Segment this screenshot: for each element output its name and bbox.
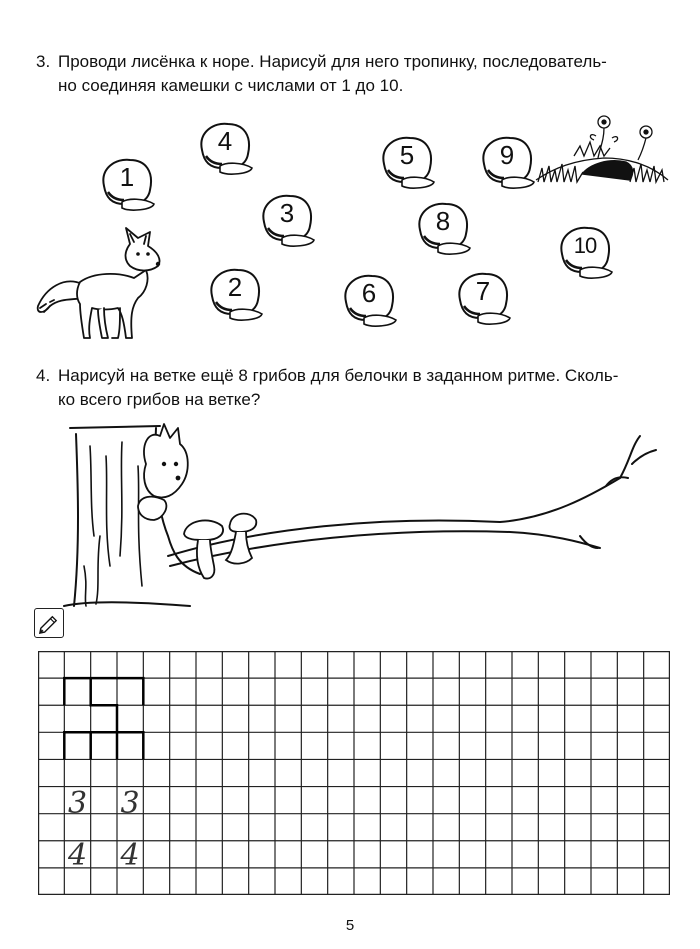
stone-number: 6: [361, 278, 377, 308]
stone-number: 4: [217, 126, 233, 156]
task-4-line-1: Нарисуй на ветке ещё 8 грибов для белочки в заданном ритме. Сколь-: [58, 366, 619, 385]
grid-sample-mushroom: [64, 732, 143, 759]
burrow-icon: [534, 108, 670, 193]
squirrel-icon: [138, 424, 188, 520]
grid-sample-digit-3: 3: [67, 786, 88, 821]
stone-5[interactable]: [378, 134, 436, 190]
task-4-number: 4.: [36, 366, 51, 385]
grid-sample-digit-4: 4: [67, 838, 88, 873]
task-3: [36, 50, 607, 98]
grid-sample-digit-4: 4: [120, 838, 140, 873]
stone-number: 5: [399, 140, 415, 170]
pencil-icon-box: [34, 608, 64, 638]
task-4-line-2: ко всего грибов на ветке?: [58, 390, 261, 409]
stone-6[interactable]: [340, 272, 398, 328]
stone-number: 3: [279, 198, 295, 228]
stone-2[interactable]: [206, 266, 264, 322]
fox-icon: [34, 226, 174, 349]
stone-1[interactable]: [98, 156, 156, 212]
task-3-number: 3.: [36, 52, 51, 71]
task-3-line-2: но соединяя камешки с числами от 1 до 10.: [58, 76, 404, 95]
sample-mushroom-shapes: [64, 678, 143, 759]
stone-number: 7: [475, 276, 491, 306]
stone-number: 2: [227, 272, 243, 302]
mushroom-icon: [184, 514, 256, 579]
page-number: 5: [345, 917, 355, 934]
pencil-icon: [35, 609, 62, 636]
stone-8[interactable]: [414, 200, 472, 256]
task-4: [36, 364, 618, 412]
stone-7[interactable]: [454, 270, 512, 326]
task-3-line-1: Проводи лисёнка к норе. Нарисуй для него тропинку, последователь-: [58, 52, 607, 71]
stone-3[interactable]: [258, 192, 316, 248]
stone-number: 10: [573, 233, 597, 258]
stone-4[interactable]: [196, 120, 254, 176]
stone-9[interactable]: [478, 134, 536, 190]
stone-10[interactable]: [556, 224, 614, 280]
grid-sample-digit-3: 3: [120, 786, 140, 821]
stone-number: 1: [119, 162, 135, 192]
writing-grid[interactable]: [38, 651, 670, 895]
stone-number: 8: [435, 206, 451, 236]
stone-number: 9: [499, 140, 515, 170]
tree-scene: [60, 416, 660, 621]
